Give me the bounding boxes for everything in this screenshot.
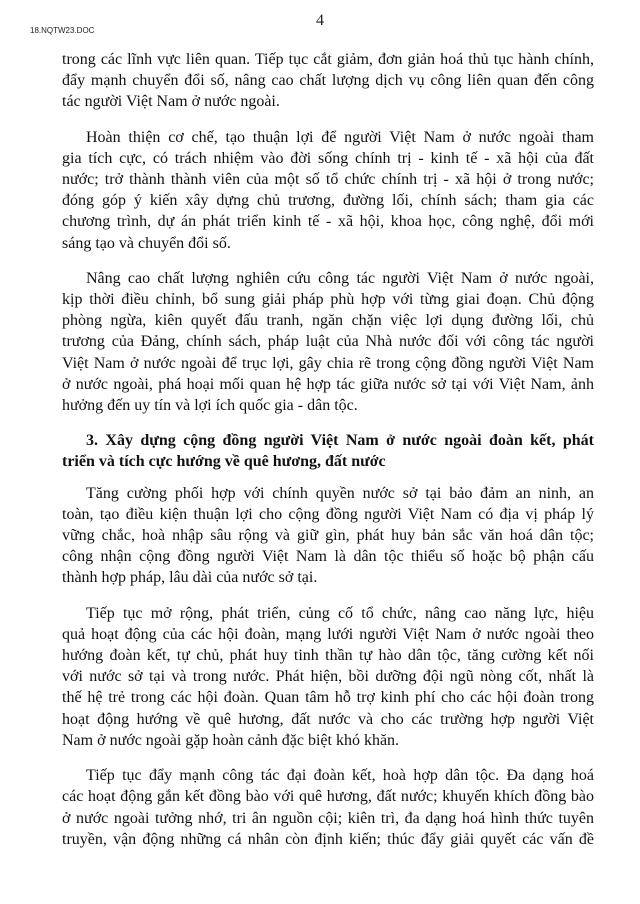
text-line: ở nước ngoài tưởng nhớ, tri ân nguồn cội; kiên trì, đa dạng hoá hình thức tuyên — [62, 809, 594, 827]
text-line: triển và tích cực hướng về quê hương, đất nước — [62, 453, 386, 471]
text-line: Hoàn thiện cơ chế, tạo thuận lợi để người Việt Nam ở nước ngoài tham — [86, 128, 594, 146]
text-line: thành hợp pháp, lâu dài của nước sở tại. — [62, 569, 318, 587]
text-line: trương của Đảng, chính sách, pháp luật của Nhà nước đối với công tác người — [62, 333, 594, 351]
text-line: hưởng đến uy tín và lợi ích quốc gia - dân tộc. — [62, 397, 358, 415]
text-line: đóng góp ý kiến xây dựng chủ trương, đường lối, chính sách; tham gia các — [62, 192, 594, 210]
body-paragraph — [62, 765, 594, 850]
body-paragraph — [62, 49, 594, 113]
text-line: hoạt động hướng về quê hương, đất nước và cho các trường hợp người Việt — [62, 710, 594, 728]
text-line: hướng đoàn kết, tự chủ, phát huy tinh thần tự hào dân tộc, tăng cường kết nối — [62, 647, 594, 665]
text-line: sáng tạo và chuyển đổi số. — [62, 234, 231, 252]
text-line: nước; trở thành thành viên của một số tổ chức chính trị - xã hội ở trong nước; — [62, 171, 594, 189]
text-line: các hoạt động gắn kết đồng bào với quê hương, đất nước; khuyến khích đồng bào — [62, 788, 594, 806]
body-paragraph — [62, 268, 594, 416]
text-line: gia tích cực, có trách nhiệm vào đời sống chính trị - kinh tế - xã hội của đất — [62, 149, 594, 167]
body-paragraph — [62, 603, 594, 751]
document-filename: 18.NQTW23.DOC — [30, 26, 95, 35]
text-line: 3. Xây dựng cộng đồng người Việt Nam ở nước ngoài đoàn kết, phát — [86, 432, 594, 450]
text-line: ở nước ngoài, phá hoại mối quan hệ hợp tác giữa nước sở tại với Việt Nam, ảnh — [62, 375, 594, 393]
text-line: Việt Nam ở nước ngoài để trục lợi, gây chia rẽ trong cộng đồng người Việt Nam — [62, 354, 594, 372]
text-line: với nước sở tại và trong nước. Phát hiện, bồi dưỡng đội ngũ nòng cốt, nhất là — [62, 668, 594, 686]
text-line: toàn, tạo điều kiện thuận lợi cho cộng đồng người Việt Nam có địa vị pháp lý — [62, 505, 594, 523]
text-line: chương trình, dự án phát triển kinh tế - xã hội, khoa học, công nghệ, đổi mới — [62, 213, 594, 231]
text-line: thế hệ trẻ trong các hội đoàn. Quan tâm hỗ trợ kinh phí cho các hội đoàn trong — [62, 689, 594, 707]
text-line: trong các lĩnh vực liên quan. Tiếp tục cắt giảm, đơn giản hoá thủ tục hành chính, — [62, 51, 594, 68]
text-line: Nam ở nước ngoài gặp hoàn cảnh đặc biệt khó khăn. — [62, 731, 400, 749]
text-line: quả hoạt động của các hội đoàn, mạng lưới người Việt Nam ở nước ngoài theo — [62, 625, 594, 643]
text-line: Tiếp tục đẩy mạnh công tác đại đoàn kết, hoà hợp dân tộc. Đa dạng hoá — [86, 767, 594, 785]
text-line: Tiếp tục mở rộng, phát triển, củng cố tổ chức, nâng cao năng lực, hiệu — [86, 604, 594, 622]
page-number: 4 — [316, 12, 324, 29]
text-line: vững chắc, hoà nhập sâu rộng và giữ gìn, phát huy bản sắc văn hoá dân tộc; — [62, 527, 594, 545]
text-line: Tăng cường phối hợp với chính quyền nước sở tại bảo đảm an ninh, an — [86, 484, 594, 502]
body-paragraph — [62, 127, 594, 254]
section-heading — [62, 430, 594, 472]
body-paragraph — [62, 483, 594, 589]
text-line: đẩy mạnh chuyển đổi số, nâng cao chất lượng dịch vụ công liên quan đến công — [62, 72, 594, 90]
text-line: truyền, vận động những cá nhân còn định kiến; thúc đẩy giải quyết các vấn đề — [62, 830, 594, 848]
text-line: phòng ngừa, kiên quyết đấu tranh, ngăn chặn việc lợi dụng đường lối, chủ — [62, 312, 594, 330]
text-line: kịp thời điều chỉnh, bổ sung giải pháp phù hợp với từng giai đoạn. Chủ động — [62, 291, 594, 309]
text-line: Nâng cao chất lượng nghiên cứu công tác người Việt Nam ở nước ngoài, — [86, 269, 594, 287]
text-line: công nhận cộng đồng người Việt Nam là dân tộc thiểu số hoặc bộ phận cấu — [62, 548, 594, 566]
document-body — [62, 49, 594, 864]
text-line: tác người Việt Nam ở nước ngoài. — [62, 93, 280, 111]
